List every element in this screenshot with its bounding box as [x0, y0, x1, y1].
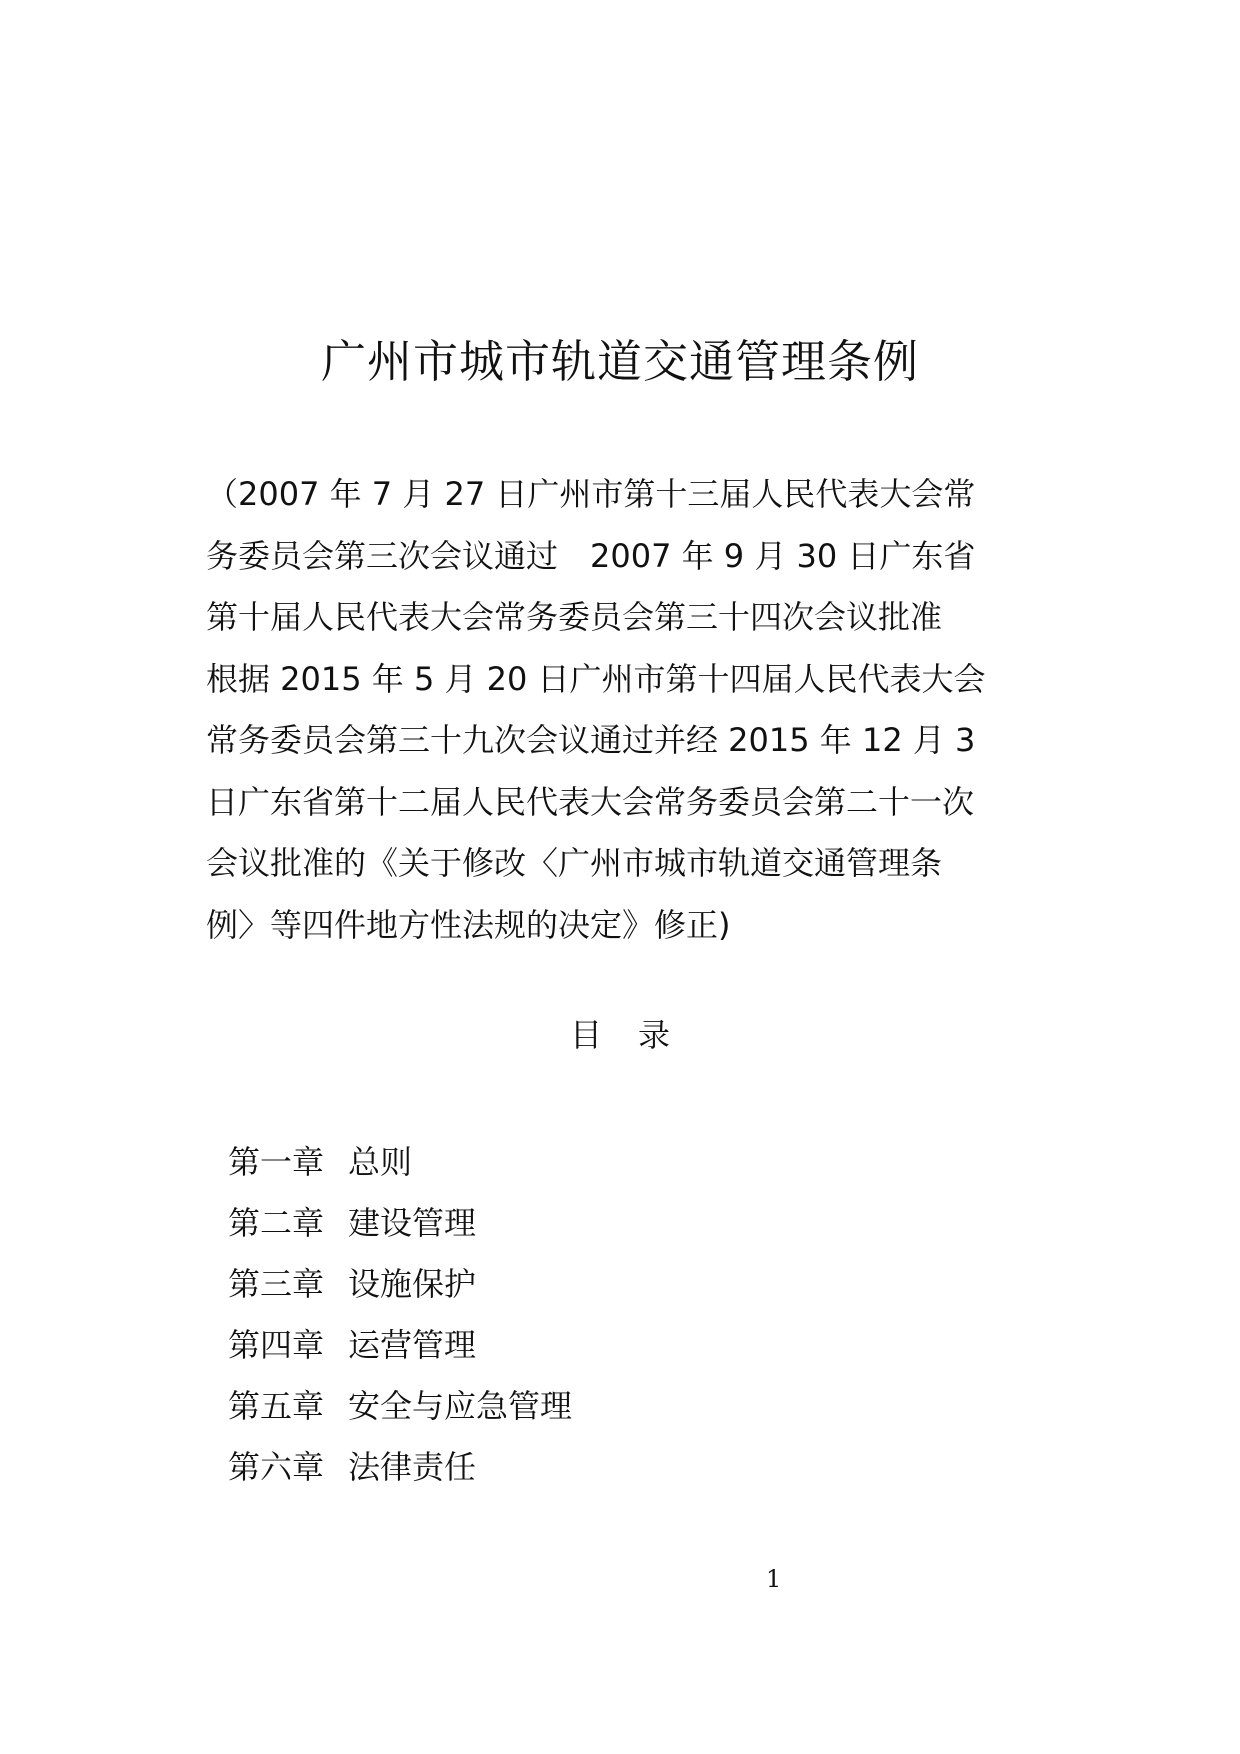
enactment-note-line: 根据 2015 年 5 月 20 日广州市第十四届人民代表大会 — [206, 659, 986, 698]
enactment-note-line: 务委员会第三次会议通过 2007 年 9 月 30 日广东省 — [206, 536, 976, 575]
document-title: 广州市城市轨道交通管理条例 — [320, 335, 919, 388]
toc-chapter-number: 第一章 — [228, 1143, 325, 1181]
toc-chapter-number: 第三章 — [228, 1265, 325, 1303]
toc-item[interactable] — [228, 1193, 572, 1254]
toc-chapter-title: 总则 — [348, 1143, 413, 1181]
toc-heading-char: 录 — [638, 1016, 671, 1054]
toc-chapter-number: 第二章 — [228, 1204, 325, 1242]
toc-chapter-title: 建设管理 — [348, 1204, 477, 1242]
toc-item[interactable] — [228, 1132, 572, 1193]
toc-item[interactable] — [228, 1315, 572, 1376]
enactment-note-line: 会议批准的《关于修改〈广州市城市轨道交通管理条 — [206, 844, 943, 882]
enactment-note-line: 常务委员会第三十九次会议通过并经 2015 年 12 月 3 — [206, 721, 976, 759]
toc-chapter-number: 第四章 — [228, 1326, 325, 1364]
enactment-note-line: （2007 年 7 月 27 日广州市第十三届人民代表大会常 — [206, 475, 976, 513]
toc-chapter-title: 设施保护 — [348, 1265, 477, 1303]
page-number: 1 — [766, 1565, 782, 1593]
toc-item[interactable] — [228, 1437, 572, 1498]
enactment-note-line: 第十届人民代表大会常务委员会第三十四次会议批准 — [206, 598, 943, 636]
enactment-note-line: 例〉等四件地方性法规的决定》修正) — [206, 905, 731, 944]
toc-chapter-title: 运营管理 — [348, 1326, 477, 1364]
toc-chapter-number: 第五章 — [228, 1387, 325, 1425]
toc-item[interactable] — [228, 1376, 572, 1437]
table-of-contents — [228, 1132, 572, 1498]
toc-chapter-title: 安全与应急管理 — [348, 1387, 573, 1425]
toc-heading-char: 目 — [569, 1016, 602, 1054]
enactment-note — [206, 464, 1026, 956]
toc-heading — [0, 1010, 1240, 1060]
enactment-note-line: 日广东省第十二届人民代表大会常务委员会第二十一次 — [206, 782, 975, 821]
toc-item[interactable] — [228, 1254, 572, 1315]
toc-chapter-title: 法律责任 — [348, 1448, 477, 1486]
toc-chapter-number: 第六章 — [228, 1448, 325, 1486]
